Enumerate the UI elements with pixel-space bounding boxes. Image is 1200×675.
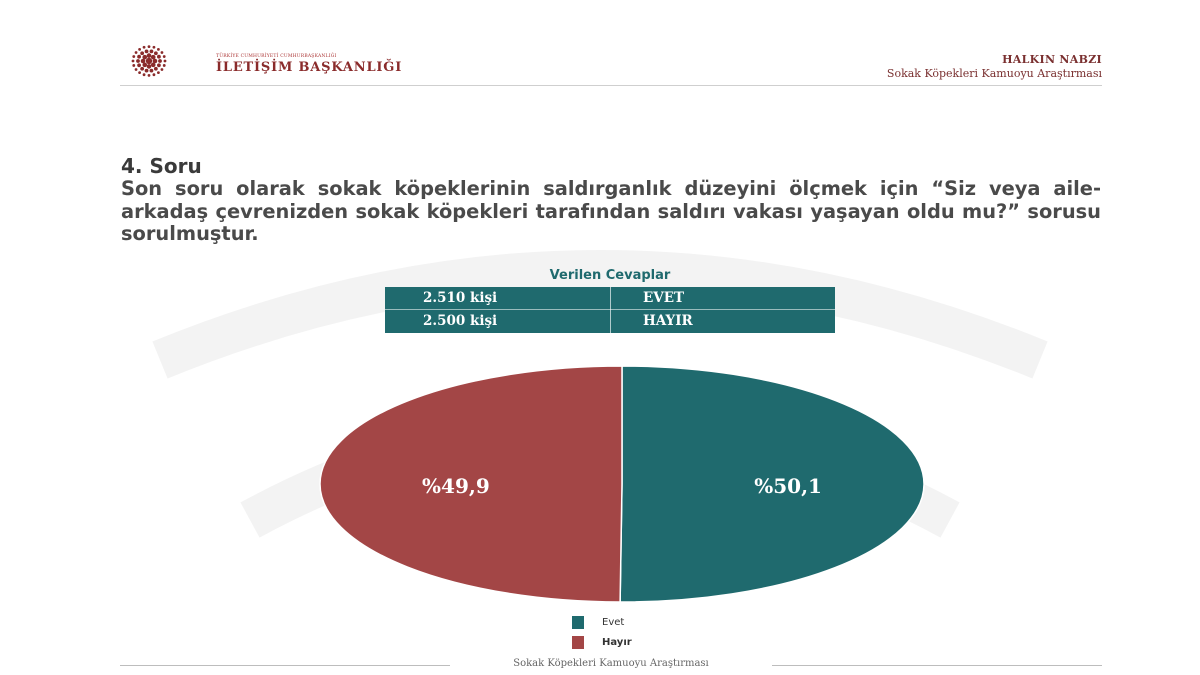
answers-label: HAYIR [643, 313, 693, 329]
page-footer [120, 658, 1102, 672]
pie-slice-label: %50,1 [754, 474, 822, 499]
legend-label: Evet [602, 617, 625, 628]
report-series-title: HALKIN NABZI [1002, 53, 1102, 66]
pie-slice-label: %49,9 [422, 473, 490, 498]
answers-count: 2.510 kişi [423, 290, 498, 306]
report-subtitle: Sokak Köpekleri Kamuoyu Araştırması [886, 67, 1102, 80]
answers-count: 2.500 kişi [423, 313, 498, 329]
answers-table-title: Verilen Cevaplar [549, 268, 671, 283]
legend-label: Hayır [602, 637, 632, 648]
footer-text: Sokak Köpekleri Kamuoyu Araştırması [513, 658, 709, 669]
legend-swatch [572, 636, 584, 649]
institution-title: İLETİŞİM BAŞKANLIĞI [216, 60, 403, 75]
question-text: Son soru olarak sokak köpeklerinin saldırganlık düzeyini ölçmek için “Siz veya aile-arkadaş çevrenizden sokak köpekleri tarafından saldırı vakası yaşayan oldu mu?” sorusu sorulmuştur. [121, 177, 1101, 245]
question-title: 4. Soru [121, 154, 202, 178]
institution-parent-name: TÜRKİYE CUMHURİYETİ CUMHURBAŞKANLIĞI [216, 54, 337, 59]
legend-swatch [572, 616, 584, 629]
answers-label: EVET [643, 290, 685, 306]
